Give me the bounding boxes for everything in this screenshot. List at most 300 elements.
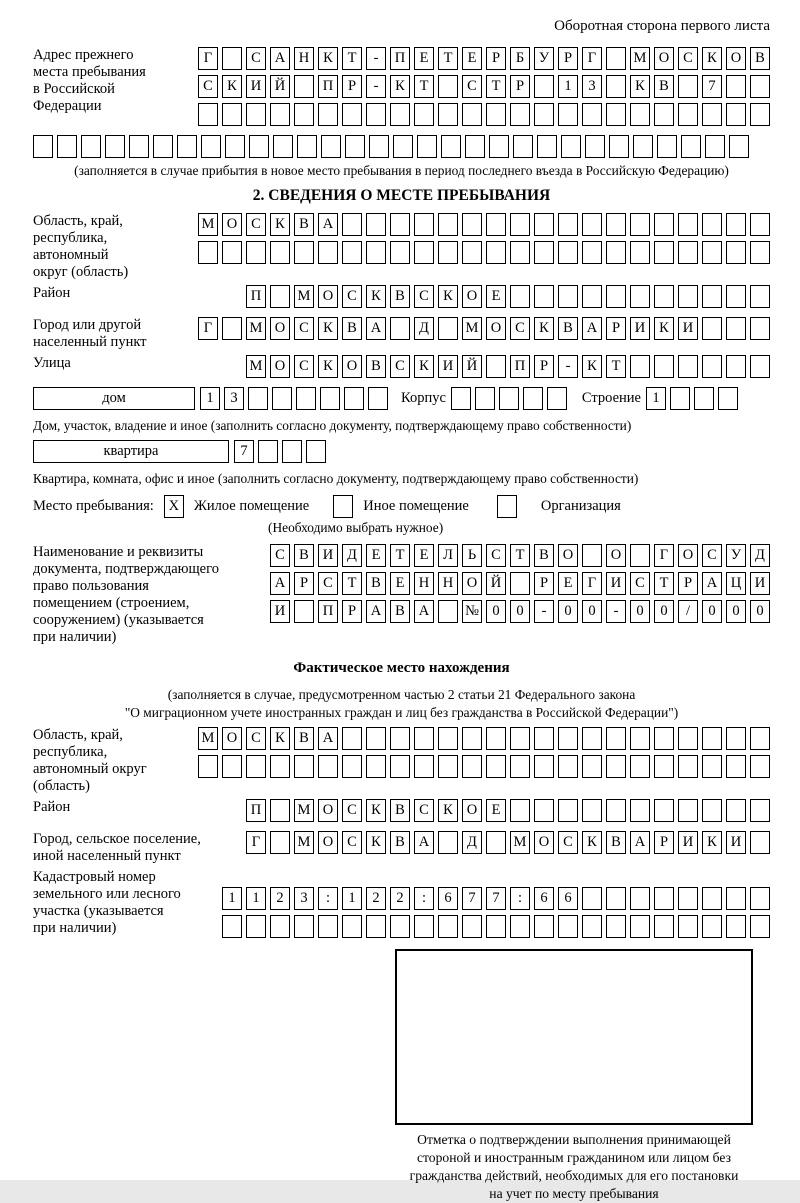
char-cell[interactable]: Б bbox=[510, 47, 530, 70]
char-cell[interactable]: В bbox=[342, 317, 362, 340]
char-cell[interactable] bbox=[438, 103, 458, 126]
char-cell[interactable]: И bbox=[678, 317, 698, 340]
char-cell[interactable] bbox=[270, 241, 290, 264]
char-cell[interactable] bbox=[198, 103, 218, 126]
char-cell[interactable]: Р bbox=[534, 572, 554, 595]
char-cell[interactable] bbox=[718, 387, 738, 410]
char-cell[interactable] bbox=[462, 755, 482, 778]
char-cell[interactable] bbox=[222, 317, 242, 340]
char-cell[interactable] bbox=[705, 135, 725, 158]
char-cell[interactable]: К bbox=[270, 727, 290, 750]
char-cell[interactable] bbox=[630, 241, 650, 264]
char-cell[interactable]: К bbox=[630, 75, 650, 98]
char-cell[interactable] bbox=[729, 135, 749, 158]
char-cell[interactable]: / bbox=[678, 600, 698, 623]
char-cell[interactable]: Т bbox=[342, 47, 362, 70]
char-cell[interactable]: В bbox=[294, 213, 314, 236]
char-cell[interactable]: А bbox=[414, 831, 434, 854]
char-cell[interactable]: С bbox=[678, 47, 698, 70]
char-cell[interactable] bbox=[390, 241, 410, 264]
char-cell[interactable]: В bbox=[654, 75, 674, 98]
char-cell[interactable] bbox=[582, 755, 602, 778]
char-cell[interactable]: Р bbox=[558, 47, 578, 70]
char-cell[interactable]: Р bbox=[678, 572, 698, 595]
char-cell[interactable] bbox=[726, 355, 746, 378]
char-cell[interactable]: Д bbox=[414, 317, 434, 340]
char-cell[interactable] bbox=[630, 213, 650, 236]
char-cell[interactable]: Ь bbox=[462, 544, 482, 567]
char-cell[interactable]: О bbox=[654, 47, 674, 70]
char-cell[interactable] bbox=[654, 103, 674, 126]
char-cell[interactable] bbox=[582, 799, 602, 822]
char-cell[interactable]: № bbox=[462, 600, 482, 623]
char-cell[interactable] bbox=[225, 135, 245, 158]
char-cell[interactable] bbox=[249, 135, 269, 158]
char-cell[interactable]: В bbox=[606, 831, 626, 854]
char-cell[interactable] bbox=[342, 213, 362, 236]
char-cell[interactable] bbox=[366, 755, 386, 778]
char-cell[interactable]: - bbox=[534, 600, 554, 623]
char-cell[interactable] bbox=[222, 47, 242, 70]
char-cell[interactable] bbox=[270, 831, 290, 854]
char-cell[interactable] bbox=[342, 241, 362, 264]
char-cell[interactable]: С bbox=[246, 727, 266, 750]
char-cell[interactable]: С bbox=[198, 75, 218, 98]
char-cell[interactable] bbox=[438, 213, 458, 236]
char-cell[interactable] bbox=[246, 241, 266, 264]
char-cell[interactable] bbox=[510, 755, 530, 778]
char-cell[interactable] bbox=[294, 915, 314, 938]
char-cell[interactable]: Н bbox=[438, 572, 458, 595]
char-cell[interactable] bbox=[510, 241, 530, 264]
char-cell[interactable] bbox=[462, 915, 482, 938]
char-cell[interactable]: 3 bbox=[582, 75, 602, 98]
char-cell[interactable]: Р bbox=[294, 572, 314, 595]
char-cell[interactable]: С bbox=[390, 355, 410, 378]
char-cell[interactable] bbox=[582, 285, 602, 308]
char-cell[interactable] bbox=[438, 317, 458, 340]
char-cell[interactable] bbox=[702, 727, 722, 750]
char-cell[interactable]: С bbox=[318, 572, 338, 595]
char-cell[interactable] bbox=[342, 727, 362, 750]
char-cell[interactable] bbox=[534, 799, 554, 822]
char-cell[interactable] bbox=[670, 387, 690, 410]
char-cell[interactable]: 0 bbox=[510, 600, 530, 623]
char-cell[interactable] bbox=[702, 887, 722, 910]
char-cell[interactable]: В bbox=[294, 727, 314, 750]
char-cell[interactable] bbox=[534, 755, 554, 778]
char-cell[interactable] bbox=[246, 755, 266, 778]
char-cell[interactable] bbox=[678, 355, 698, 378]
char-cell[interactable]: О bbox=[222, 727, 242, 750]
char-cell[interactable]: П bbox=[318, 600, 338, 623]
char-cell[interactable]: С bbox=[414, 799, 434, 822]
char-cell[interactable]: 0 bbox=[654, 600, 674, 623]
char-cell[interactable]: Г bbox=[198, 317, 218, 340]
char-cell[interactable]: 7 bbox=[486, 887, 506, 910]
char-cell[interactable] bbox=[726, 103, 746, 126]
char-cell[interactable] bbox=[198, 755, 218, 778]
char-cell[interactable]: : bbox=[414, 887, 434, 910]
char-cell[interactable]: 7 bbox=[234, 440, 254, 463]
char-cell[interactable] bbox=[390, 727, 410, 750]
char-cell[interactable] bbox=[414, 103, 434, 126]
char-cell[interactable] bbox=[678, 799, 698, 822]
char-cell[interactable] bbox=[414, 727, 434, 750]
char-cell[interactable] bbox=[414, 755, 434, 778]
char-cell[interactable]: К bbox=[414, 355, 434, 378]
char-cell[interactable]: О bbox=[678, 544, 698, 567]
char-cell[interactable] bbox=[294, 75, 314, 98]
char-cell[interactable] bbox=[222, 755, 242, 778]
char-cell[interactable] bbox=[258, 440, 278, 463]
char-cell[interactable]: Р bbox=[654, 831, 674, 854]
char-cell[interactable]: Т bbox=[414, 75, 434, 98]
char-cell[interactable] bbox=[201, 135, 221, 158]
char-cell[interactable]: 0 bbox=[702, 600, 722, 623]
char-cell[interactable] bbox=[558, 799, 578, 822]
char-cell[interactable] bbox=[630, 755, 650, 778]
char-cell[interactable] bbox=[606, 75, 626, 98]
char-cell[interactable]: П bbox=[246, 799, 266, 822]
char-cell[interactable]: П bbox=[510, 355, 530, 378]
char-cell[interactable] bbox=[750, 831, 770, 854]
char-cell[interactable] bbox=[582, 103, 602, 126]
char-cell[interactable] bbox=[537, 135, 557, 158]
char-cell[interactable]: Р bbox=[342, 75, 362, 98]
char-cell[interactable]: Г bbox=[582, 47, 602, 70]
char-cell[interactable]: Е bbox=[558, 572, 578, 595]
char-cell[interactable]: 0 bbox=[726, 600, 746, 623]
char-cell[interactable] bbox=[318, 755, 338, 778]
char-cell[interactable]: М bbox=[294, 831, 314, 854]
char-cell[interactable]: В bbox=[294, 544, 314, 567]
char-cell[interactable] bbox=[750, 241, 770, 264]
char-cell[interactable]: О bbox=[462, 572, 482, 595]
char-cell[interactable]: Й bbox=[270, 75, 290, 98]
char-cell[interactable]: 0 bbox=[486, 600, 506, 623]
char-cell[interactable] bbox=[750, 355, 770, 378]
char-cell[interactable]: А bbox=[366, 317, 386, 340]
char-cell[interactable]: С bbox=[510, 317, 530, 340]
char-cell[interactable] bbox=[678, 241, 698, 264]
char-cell[interactable] bbox=[654, 355, 674, 378]
char-cell[interactable] bbox=[270, 915, 290, 938]
char-cell[interactable] bbox=[558, 103, 578, 126]
char-cell[interactable]: С bbox=[342, 799, 362, 822]
char-cell[interactable]: А bbox=[414, 600, 434, 623]
char-cell[interactable] bbox=[510, 285, 530, 308]
char-cell[interactable] bbox=[344, 387, 364, 410]
char-cell[interactable] bbox=[393, 135, 413, 158]
char-cell[interactable] bbox=[390, 915, 410, 938]
char-cell[interactable] bbox=[441, 135, 461, 158]
char-cell[interactable] bbox=[630, 544, 650, 567]
char-cell[interactable]: Г bbox=[582, 572, 602, 595]
char-cell[interactable]: Т bbox=[510, 544, 530, 567]
char-cell[interactable] bbox=[366, 213, 386, 236]
char-cell[interactable]: П bbox=[246, 285, 266, 308]
char-cell[interactable] bbox=[654, 755, 674, 778]
char-cell[interactable]: - bbox=[366, 75, 386, 98]
char-cell[interactable] bbox=[342, 103, 362, 126]
char-cell[interactable] bbox=[606, 887, 626, 910]
checkbox-organization[interactable] bbox=[497, 495, 517, 518]
char-cell[interactable] bbox=[486, 213, 506, 236]
char-cell[interactable] bbox=[366, 915, 386, 938]
char-cell[interactable]: С bbox=[270, 544, 290, 567]
char-cell[interactable] bbox=[654, 887, 674, 910]
char-cell[interactable] bbox=[726, 75, 746, 98]
char-cell[interactable] bbox=[534, 213, 554, 236]
char-cell[interactable] bbox=[606, 103, 626, 126]
char-cell[interactable]: А bbox=[270, 47, 290, 70]
char-cell[interactable] bbox=[296, 387, 316, 410]
char-cell[interactable]: Й bbox=[462, 355, 482, 378]
char-cell[interactable]: Г bbox=[654, 544, 674, 567]
char-cell[interactable] bbox=[369, 135, 389, 158]
char-cell[interactable] bbox=[726, 213, 746, 236]
char-cell[interactable] bbox=[681, 135, 701, 158]
char-cell[interactable] bbox=[630, 103, 650, 126]
char-cell[interactable]: Т bbox=[390, 544, 410, 567]
char-cell[interactable]: О bbox=[270, 317, 290, 340]
char-cell[interactable] bbox=[462, 727, 482, 750]
char-cell[interactable]: С bbox=[558, 831, 578, 854]
char-cell[interactable] bbox=[750, 799, 770, 822]
char-cell[interactable] bbox=[451, 387, 471, 410]
char-cell[interactable] bbox=[222, 915, 242, 938]
char-cell[interactable] bbox=[630, 355, 650, 378]
char-cell[interactable]: Д bbox=[750, 544, 770, 567]
char-cell[interactable] bbox=[654, 213, 674, 236]
char-cell[interactable]: Т bbox=[342, 572, 362, 595]
char-cell[interactable]: Р bbox=[534, 355, 554, 378]
char-cell[interactable] bbox=[438, 600, 458, 623]
char-cell[interactable] bbox=[390, 755, 410, 778]
char-cell[interactable] bbox=[294, 755, 314, 778]
char-cell[interactable] bbox=[534, 103, 554, 126]
char-cell[interactable]: С bbox=[246, 213, 266, 236]
char-cell[interactable] bbox=[320, 387, 340, 410]
char-cell[interactable] bbox=[702, 317, 722, 340]
char-cell[interactable]: Д bbox=[462, 831, 482, 854]
char-cell[interactable]: 1 bbox=[246, 887, 266, 910]
char-cell[interactable]: И bbox=[246, 75, 266, 98]
char-cell[interactable]: А bbox=[366, 600, 386, 623]
char-cell[interactable] bbox=[438, 75, 458, 98]
char-cell[interactable]: В bbox=[390, 799, 410, 822]
char-cell[interactable] bbox=[654, 285, 674, 308]
char-cell[interactable]: М bbox=[198, 727, 218, 750]
char-cell[interactable] bbox=[270, 285, 290, 308]
char-cell[interactable] bbox=[558, 285, 578, 308]
char-cell[interactable] bbox=[678, 727, 698, 750]
char-cell[interactable] bbox=[726, 799, 746, 822]
char-cell[interactable]: 6 bbox=[438, 887, 458, 910]
char-cell[interactable] bbox=[272, 387, 292, 410]
char-cell[interactable] bbox=[414, 213, 434, 236]
char-cell[interactable] bbox=[390, 103, 410, 126]
char-cell[interactable]: 7 bbox=[702, 75, 722, 98]
char-cell[interactable]: И bbox=[750, 572, 770, 595]
char-cell[interactable] bbox=[273, 135, 293, 158]
char-cell[interactable]: С bbox=[630, 572, 650, 595]
char-cell[interactable]: Д bbox=[342, 544, 362, 567]
char-cell[interactable] bbox=[582, 915, 602, 938]
char-cell[interactable]: С bbox=[294, 317, 314, 340]
char-cell[interactable]: В bbox=[366, 355, 386, 378]
char-cell[interactable] bbox=[750, 915, 770, 938]
char-cell[interactable] bbox=[366, 727, 386, 750]
char-cell[interactable]: С bbox=[486, 544, 506, 567]
char-cell[interactable] bbox=[694, 387, 714, 410]
char-cell[interactable]: О bbox=[318, 831, 338, 854]
char-cell[interactable]: И bbox=[438, 355, 458, 378]
char-cell[interactable]: - bbox=[606, 600, 626, 623]
char-cell[interactable] bbox=[750, 727, 770, 750]
char-cell[interactable] bbox=[702, 103, 722, 126]
char-cell[interactable]: А bbox=[270, 572, 290, 595]
char-cell[interactable] bbox=[345, 135, 365, 158]
char-cell[interactable]: 2 bbox=[390, 887, 410, 910]
char-cell[interactable]: Р bbox=[606, 317, 626, 340]
char-cell[interactable]: С bbox=[246, 47, 266, 70]
char-cell[interactable] bbox=[606, 727, 626, 750]
char-cell[interactable]: О bbox=[726, 47, 746, 70]
char-cell[interactable]: У bbox=[726, 544, 746, 567]
char-cell[interactable] bbox=[390, 213, 410, 236]
char-cell[interactable]: К bbox=[582, 355, 602, 378]
char-cell[interactable] bbox=[558, 755, 578, 778]
char-cell[interactable]: А bbox=[582, 317, 602, 340]
char-cell[interactable]: - bbox=[558, 355, 578, 378]
char-cell[interactable] bbox=[726, 915, 746, 938]
char-cell[interactable] bbox=[368, 387, 388, 410]
char-cell[interactable] bbox=[558, 241, 578, 264]
char-cell[interactable]: 1 bbox=[342, 887, 362, 910]
char-cell[interactable]: В bbox=[534, 544, 554, 567]
char-cell[interactable] bbox=[750, 75, 770, 98]
char-cell[interactable] bbox=[606, 799, 626, 822]
char-cell[interactable] bbox=[486, 831, 506, 854]
char-cell[interactable]: К bbox=[222, 75, 242, 98]
char-cell[interactable] bbox=[318, 241, 338, 264]
char-cell[interactable] bbox=[318, 103, 338, 126]
char-cell[interactable] bbox=[582, 213, 602, 236]
char-cell[interactable] bbox=[489, 135, 509, 158]
char-cell[interactable] bbox=[510, 572, 530, 595]
char-cell[interactable] bbox=[547, 387, 567, 410]
char-cell[interactable] bbox=[582, 887, 602, 910]
char-cell[interactable] bbox=[702, 755, 722, 778]
char-cell[interactable]: О bbox=[486, 317, 506, 340]
char-cell[interactable] bbox=[417, 135, 437, 158]
char-cell[interactable]: М bbox=[510, 831, 530, 854]
char-cell[interactable]: В bbox=[366, 572, 386, 595]
char-cell[interactable] bbox=[582, 241, 602, 264]
char-cell[interactable] bbox=[248, 387, 268, 410]
char-cell[interactable] bbox=[534, 727, 554, 750]
char-cell[interactable]: М bbox=[462, 317, 482, 340]
char-cell[interactable]: Н bbox=[294, 47, 314, 70]
char-cell[interactable] bbox=[654, 241, 674, 264]
char-cell[interactable]: 6 bbox=[534, 887, 554, 910]
char-cell[interactable] bbox=[750, 285, 770, 308]
char-cell[interactable] bbox=[633, 135, 653, 158]
char-cell[interactable]: С bbox=[342, 285, 362, 308]
char-cell[interactable]: В bbox=[390, 831, 410, 854]
char-cell[interactable] bbox=[558, 213, 578, 236]
char-cell[interactable] bbox=[438, 831, 458, 854]
char-cell[interactable]: М bbox=[246, 317, 266, 340]
char-cell[interactable]: К bbox=[318, 47, 338, 70]
char-cell[interactable]: О bbox=[462, 799, 482, 822]
char-cell[interactable]: К bbox=[366, 831, 386, 854]
char-cell[interactable] bbox=[438, 727, 458, 750]
char-cell[interactable] bbox=[462, 103, 482, 126]
char-cell[interactable]: И bbox=[678, 831, 698, 854]
char-cell[interactable] bbox=[486, 915, 506, 938]
char-cell[interactable] bbox=[414, 915, 434, 938]
char-cell[interactable] bbox=[726, 285, 746, 308]
char-cell[interactable]: Г bbox=[198, 47, 218, 70]
char-cell[interactable] bbox=[318, 915, 338, 938]
char-cell[interactable] bbox=[486, 241, 506, 264]
char-cell[interactable] bbox=[438, 915, 458, 938]
char-cell[interactable] bbox=[654, 915, 674, 938]
char-cell[interactable] bbox=[306, 440, 326, 463]
char-cell[interactable]: К bbox=[438, 285, 458, 308]
char-cell[interactable] bbox=[609, 135, 629, 158]
char-cell[interactable]: О bbox=[342, 355, 362, 378]
char-cell[interactable] bbox=[726, 241, 746, 264]
char-cell[interactable]: Н bbox=[414, 572, 434, 595]
char-cell[interactable] bbox=[57, 135, 77, 158]
char-cell[interactable]: К bbox=[318, 355, 338, 378]
char-cell[interactable] bbox=[342, 755, 362, 778]
char-cell[interactable]: А bbox=[318, 727, 338, 750]
char-cell[interactable] bbox=[486, 355, 506, 378]
char-cell[interactable] bbox=[282, 440, 302, 463]
char-cell[interactable] bbox=[366, 241, 386, 264]
char-cell[interactable]: О bbox=[270, 355, 290, 378]
char-cell[interactable]: К bbox=[654, 317, 674, 340]
char-cell[interactable] bbox=[513, 135, 533, 158]
char-cell[interactable] bbox=[606, 915, 626, 938]
char-cell[interactable] bbox=[153, 135, 173, 158]
char-cell[interactable] bbox=[462, 241, 482, 264]
char-cell[interactable] bbox=[246, 915, 266, 938]
char-cell[interactable]: В bbox=[390, 600, 410, 623]
char-cell[interactable] bbox=[630, 727, 650, 750]
char-cell[interactable] bbox=[630, 285, 650, 308]
checkbox-other-premises[interactable] bbox=[333, 495, 353, 518]
char-cell[interactable]: М bbox=[294, 285, 314, 308]
char-cell[interactable]: М bbox=[246, 355, 266, 378]
char-cell[interactable]: Т bbox=[606, 355, 626, 378]
char-cell[interactable] bbox=[654, 727, 674, 750]
char-cell[interactable]: С bbox=[414, 285, 434, 308]
char-cell[interactable] bbox=[678, 213, 698, 236]
char-cell[interactable]: Й bbox=[486, 572, 506, 595]
char-cell[interactable]: О bbox=[318, 799, 338, 822]
char-cell[interactable]: Р bbox=[510, 75, 530, 98]
char-cell[interactable]: Т bbox=[654, 572, 674, 595]
char-cell[interactable] bbox=[475, 387, 495, 410]
char-cell[interactable]: Е bbox=[414, 544, 434, 567]
char-cell[interactable] bbox=[33, 135, 53, 158]
